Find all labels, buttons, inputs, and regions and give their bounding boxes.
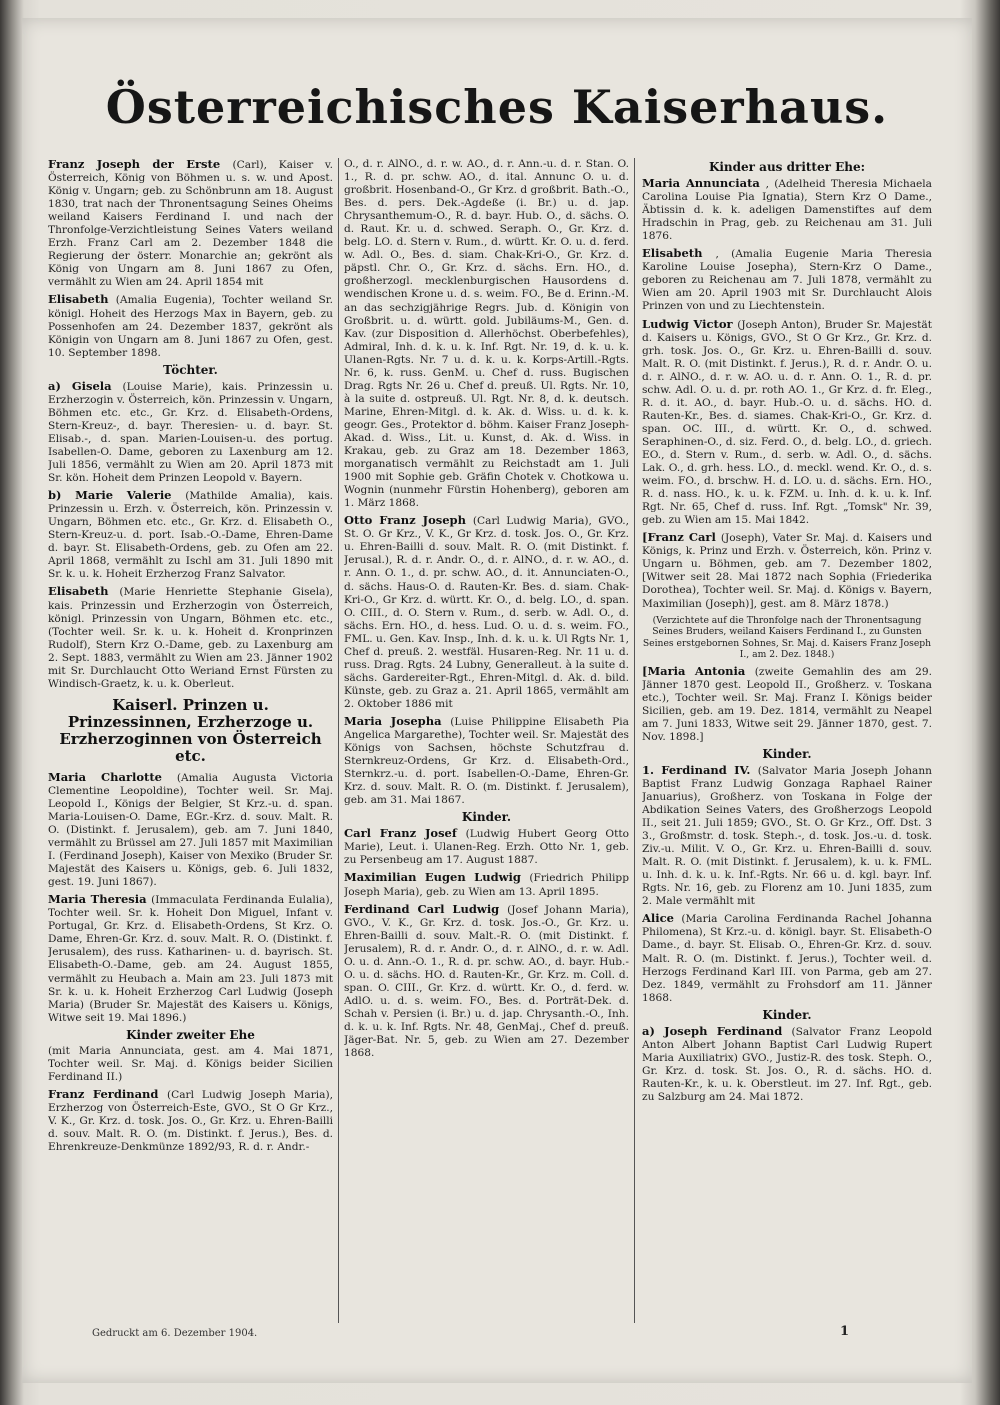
column-1 — [48, 158, 333, 1323]
entry-name: Ludwig Victor — [642, 316, 738, 331]
biography-entry — [48, 293, 333, 359]
biography-entry — [48, 893, 333, 1024]
entry-text: (mit Maria Annunciata, gest. am 4. Mai 1871, Tochter weil. Sr. Maj. d. Königs beider Sicilien Ferdinand II.) — [48, 1044, 333, 1083]
biography-entry — [48, 1045, 333, 1084]
biography-entry — [48, 489, 333, 581]
entry-text: , (Amalia Eugenie Maria Theresia Karoline Louise Josepha), Stern-Krz O Dame., geboren zu Reichenau am 7. Juli 1878, vermählt zu Wien am 20. April 1903 mit Sr. Durchlaucht Alois Prinzen von und zu Liechtenstein. — [642, 248, 932, 313]
entry-name: Alice — [642, 911, 682, 926]
biography-entry — [642, 318, 932, 528]
section-heading: Töchter. — [163, 362, 218, 377]
entry-text: , (Adelheid Theresia Michaela Carolina Louise Pia Ignatia), Stern Krz O Dame., Äbtissin d. k. k. adeligen Damenstiftes auf dem Hradschin in Prag, geb. zu Reichenau am 31. Juli 1876. — [642, 178, 932, 243]
biography-entry — [344, 715, 629, 807]
biography-entry — [344, 514, 629, 711]
entry-name: [Maria Antonia — [642, 663, 755, 678]
entry-name: Franz Ferdinand — [48, 1086, 167, 1101]
biography-entry — [344, 871, 629, 898]
entry-text: (Carl Ludwig Maria), GVO., St. O. Gr Krz., V. K., Gr Krz. d. tosk. Jos. O., Gr. Krz. u. Ehren-Bailli d. souv. Malt. R. O. (mit Distinkt. f. Jerusal.), R. d. r. Andr. O., d. r. AlNO., d. r. w. AO., d. r. Ann. O. 1., d. pr. schw. AO., d. it. Annunciaten-O., d. sächs. Haus-O. d. Rauten-Kr. Bes. d. siam. Chak-Kri-O., Gr Krz. d. württ. Kr. O., d. belg. LO., d. span. O. CIII., d. O. Stern v. Rum., d. serb. w. Adl. O., d. sächs. Ern. HO., d. hess. Lud. O. u. d. s. weim. FO., FML. u. Gen. Kav. Insp., Inh. d. k. u. k. Ul Rgts Nr. 1, Chef d. preuß. 2. westfäl. Husaren-Reg. Nr. 11 u. d. russ. Drag. Rgts. 24 Lubny, Generalleut. à la suite d. sächs. Gardereiter-Rgt., Ehren-Mitgl. d. Ak. d. bild. Künste, geb. zu Graz a. 21. April 1865, vermählt am 2. Oktober 1886 mit — [344, 515, 629, 710]
biography-entry — [642, 247, 932, 313]
biography-entry — [48, 158, 333, 289]
entry-name: Maria Theresia — [48, 892, 152, 907]
biography-entry — [48, 380, 333, 485]
entry-text: (Ludwig Hubert Georg Otto Marie), Leut. i. Ulanen-Reg. Erzh. Otto Nr. 1, geb. zu Persenbeug am 17. August 1887. — [344, 828, 629, 867]
section-heading: Kinder. — [762, 1007, 812, 1022]
document-page — [22, 18, 972, 1383]
section-heading: Kinder aus dritter Ehe: — [708, 160, 866, 174]
entry-text: (zweite Gemahlin des am 29. Jänner 1870 gest. Leopold II., Großherz. v. Toskana etc.), Tochter weil. Sr. Maj. Franz I. Königs beider Sicilien, geb. am 19. Dez. 1814, vermählt zu Neapel am 7. Juni 1833, Witwe seit 29. Jänner 1870, gest. 7. Nov. 1898.] — [642, 665, 932, 743]
entry-text: (Salvator Franz Leopold Anton Albert Johann Baptist Carl Ludwig Rupert Maria Auxiliatrix) GVO., Justiz-R. des tosk. Steph. O., Gr. Krz. d. tosk. St. Jos. O., R. d. sächs. HO. d. Rauten-Kr., k. u. k. Oberstleut. im 27. Inf. Rgt., geb. zu Salzburg am 24. Mai 1872. — [642, 1025, 932, 1103]
entry-text: (Joseph Anton), Bruder Sr. Majestät d. Kaisers u. Königs, GVO., St O Gr Krz., Gr. Krz. d. grh. tosk. Jos. O., Gr. Krz. u. Ehren-Bailli d. souv. Malt. R. O. (mit Distinkt. f. Jerus.), R. d. r. Andr. O. u. d. r. AlNO., d. r. w. AO. u. d. r. Ann. O. 1., R. d. pr. schw. Adl. O. u. d. pr. roth AO. 1., Gr Krz. d. fr. Eleg., R. d. it. AO., d. bayr. Hub.-O. u. d. sächs. HO. d. Rauten-Kr., Bes. d. siames. Chak-Kri-O., Gr. Krz. d. span. OC. III., d. württ. Kr. O., d. schwed. Seraphinen-O., d. siz. Ferd. O., d. belg. LO., d. griech. EO., d. Stern v. Rum., d. serb. w. Adl. O., d. sächs. Lak. O., d. grh. hess. LO., d. meckl. wend. Kr. O., d. s. weim. FO., d. brschw. H. d. LO. u. d. sächs. Ern. HO., R. d. nass. HO., k. u. k. FZM. u. Inh. d. k. u. k. Inf. Rgt. Nr. 65, Chef d. russ. Inf. Rgt. „Tomsk" Nr. 39, geb. zu Wien am 15. Mai 1842. — [642, 318, 932, 527]
entry-text: (Maria Carolina Ferdinanda Rachel Johanna Philomena), St Krz.-u. d. königl. bayr. St. Elisabeth-O Dame., d. bayr. St. Elisab. O., Ehren-Gr. Krz. d. souv. Malt. R. O. (m. Distinkt. f. Jerus.), Tochter weil. d. Herzogs Ferdinand Karl III. von Parma, geb am 27. Dez. 1849, vermählt zu Frohsdorf am 11. Jänner 1868. — [642, 913, 932, 1004]
footnote-text: (Verzichtete auf die Thronfolge nach der Thronentsagung Seines Bruders, weiland Kaisers Ferdinand I., zu Gunsten Seines erstgebornen Sohnes, Sr. Maj. d. Kaisers Franz Joseph I., am 2. Dez. 1848.) — [642, 614, 932, 661]
entry-text: (Josef Johann Maria), GVO., V. K., Gr. Krz. d. tosk. Jos.-O., Gr. Krz. u. Ehren-Bailli d. souv. Malt.-R. O. (mit Distinkt. f. Jerusalem), R. d. r. Andr. O., d. r. AlNO., d. r. w. Adl. O. u. d. Ann.-O. 1., R. d. pr. schw. AO., d. bayr. Hub.-O. u. d. sächs. HO. d. Rauten-Kr., Gr. Krz. m. Coll. d. span. O. CIII., Gr. Krz. d. württ. Kr. O., d. ferd. w. AdlO. u. d. s. weim. FO., Bes. d. Porträt-Dek. d. Schah v. Persien (i. Br.) u. d. jap. Chrysanth.-O., Inh. d. k. u. k. Inf. Rgts. Nr. 48, GenMaj., Chef d. preuß. Jäger-Bat. Nr. 5, geb. zu Wien am 27. Dezember 1868. — [344, 903, 629, 1060]
entry-name: Maria Annunciata — [642, 176, 766, 191]
entry-name: Maria Josepha — [344, 713, 451, 728]
entry-name: Elisabeth — [48, 584, 120, 599]
entry-name: [Franz Carl — [642, 530, 721, 545]
biography-entry — [48, 1088, 333, 1154]
column-2 — [344, 158, 629, 1323]
biography-entry — [642, 764, 932, 909]
entry-name: a) Gisela — [48, 378, 123, 393]
entry-text: (Carl Ludwig Joseph Maria), Erzherzog von Österreich-Este, GVO., St O Gr Krz., V. K., Gr. Krz. d. tosk. Jos. O., Gr. Krz. u. Ehren-Bailli d. souv. Malt. R. O. (m. Distinkt. f. Jerus.), Bes. d. Ehrenkreuze-Denkmünze 1892/93, R. d. r. Andr.- — [48, 1088, 333, 1154]
entry-name: b) Marie Valerie — [48, 488, 186, 503]
entry-text: (Louise Marie), kais. Prinzessin u. Erzherzogin v. Österreich, kön. Prinzessin v. Ungarn, Böhmen etc. etc., Gr. Krz. d. Elisabeth-Ordens, Stern-Kreuz-, d. bayr. Theresien- u. d. bayr. St. Elisab.-, d. span. Marien-Louisen-u. des portug. Isabellen-O. Dame, geboren zu Laxenburg am 12. Juli 1856, vermählt zu Wien am 20. April 1873 mit Sr. kön. Hoheit dem Prinzen Leopold v. Bayern. — [48, 380, 333, 485]
biography-entry — [344, 903, 629, 1061]
entry-name: Maria Charlotte — [48, 769, 177, 784]
section-heading: Kinder. — [762, 746, 812, 761]
entry-text: (Amalia Eugenia), Tochter weiland Sr. königl. Hoheit des Herzogs Max in Bayern, geb. zu Possenhofen am 24. Dezember 1837, gekrönt als Königin von Ungarn am 8. Juni 1867 zu Ofen, gest. 10. September 1898. — [48, 294, 333, 359]
print-date: Gedruckt am 6. Dezember 1904. — [92, 1328, 258, 1339]
entry-text: O., d. r. AlNO., d. r. w. AO., d. r. Ann.-u. d. r. Stan. O. 1., R. d. pr. schw. AO., d. ital. Annunc O. u. d. großbrit. Hosenband-O., Gr Krz. d großbrit. Bath.-O., Bes. d. pers. Dek.-Agdeße (i. Br.) u. d. jap. Chrysanthemum-O., R. d. bayr. Hub. O., d. sächs. O. d. Raut. Kr. u. d. schwed. Seraph. O., Gr. Krz. d. belg. LO. d. Stern v. Rum., d. württ. Kr. O. u. d. ferd. w. Adl. O., Bes. d. siam. Chak-Kri-O., Gr. Krz. d. päpstl. Chr. O., Gr. Krz. d. sächs. Ern. HO., d. großherzogl. mecklenburgischen Hausordens d. wendischen Krone u. d. s. weim. FO., Be d. Erinn.-M. an das sechzigjährige Regrs. Jub. d. Königin von Großbrit. u. d. württ. gold. Jubiläums-M., Gen. d. Kav. (zur Disposition d. Allerhöchst. Oberbefehles), Admiral, Inh. d. k. u. k. Inf. Rgt. Nr. 19, d. k. u. k. Ulanen-Rgts. Nr. 7 u. d. k. u. k. Korps-Artill.-Rgts. Nr. 6, k. russ. GenM. u. Chef d. russ. Bugischen Drag. Rgts Nr. 26 u. Chef d. preuß. Ul. Rgts. Nr. 10, à la suite d. ostpreuß. Ul. Rgt. Nr. 8, d. k. deutsch. Marine, Ehren-Mitgl. d. k. Ak. d. Wiss. u. d. k. k. geogr. Ges., Protektor d. böhm. Kaiser Franz Joseph-Akad. d. Wiss., Lit. u. Kunst, d. Ak. d. Wiss. in Krakau, geb. zu Graz am 18. Dezember 1863, morganatisch vermählt zu Reichstadt am 1. Juli 1900 mit Sophie geb. Gräfin Chotek v. Chotkowa u. Wognin (nunmehr Fürstin Hohenberg), geboren am 1. März 1868. — [344, 158, 629, 510]
entry-name: Otto Franz Joseph — [344, 513, 473, 528]
page-number: 1 — [840, 1324, 850, 1339]
entry-name: Elisabeth — [642, 246, 716, 261]
entry-text: (Carl), Kaiser v. Österreich, König von Böhmen u. s. w. und Apost. König v. Ungarn; geb. zu Schönbrunn am 18. August 1830, trat nach der Thronentsagung Seines Oheims weiland Kaisers Ferdinand I. und nach der Thronfolge-Verzichtleistung Seines Vaters weiland Erzh. Franz Carl am 2. Dezember 1848 die Regierung der österr. Monarchie an; gekrönt als König von Ungarn am 8. Juni 1867 zu Ofen, vermählt zu Wien am 24. April 1854 mit — [48, 159, 333, 289]
column-divider — [634, 158, 635, 1323]
entry-name: Carl Franz Josef — [344, 826, 466, 841]
entry-name: a) Joseph Ferdinand — [642, 1023, 792, 1038]
page-title: Österreichisches Kaiserhaus. — [105, 80, 889, 134]
entry-text: (Marie Henriette Stephanie Gisela), kais. Prinzessin und Erzherzogin von Österreich, königl. Prinzessin von Ungarn, Böhmen etc. etc., (Tochter weil. Sr. k. u. k. Hoheit d. Kronprinzen Rudolf), Stern Krz O.-Dame, geb. zu Laxenburg am 2. Sept. 1883, vermählt zu Wien am 23. Jänner 1902 mit Sr. Durchlaucht Otto Weriand Ernst Fürsten zu Windisch-Graetz, k. u. k. Oberleut. — [48, 586, 333, 690]
biography-entry — [48, 585, 333, 690]
entry-name: Franz Joseph der Erste — [48, 158, 233, 171]
chapter-heading: Kaiserl. Prinzen u. Prinzessinnen, Erzherzoge u. Erzherzoginnen von Österreich etc. — [59, 695, 322, 765]
entry-name: Elisabeth — [48, 292, 116, 307]
entry-text: (Friedrich Philipp Joseph Maria), geb. zu Wien am 13. April 1895. — [344, 872, 629, 898]
biography-entry — [642, 531, 932, 610]
entry-text: (Amalia Augusta Victoria Clementine Leopoldine), Tochter weil. Sr. Maj. Leopold I., Königs der Belgier, St Krz.-u. d. span. Maria-Louisen-O. Dame, EGr.-Krz. d. souv. Malt. R. O. (Distinkt. f. Jerusalem), geb. am 7. Juni 1840, vermählt zu Brüssel am 27. Juli 1857 mit Maximilian I. (Ferdinand Joseph), Kaiser von Mexiko (Bruder Sr. Majestät des Kaisers u. Königs, geb. 6. Juli 1832, gest. 19. Juni 1867). — [48, 771, 333, 889]
biography-entry — [642, 665, 932, 744]
entry-text: (Luise Philippine Elisabeth Pia Angelica Margarethe), Tochter weil. Sr. Majestät des Königs von Sachsen, höchste Schutzfrau d. Sternkreuz-Ordens, Gr Krz. d. Elisabeth-Ord., Sternkrz.-u. d. port. Isabellen-O.-Dame, Ehren-Gr. Krz. d. souv. Malt. R. O. (m. Distinkt. f. Jerusalem), geb. am 31. Mai 1867. — [344, 715, 629, 807]
entry-text: (Mathilde Amalia), kais. Prinzessin u. Erzh. v. Österreich, kön. Prinzessin v. Ungarn, Böhmen etc. etc., Gr. Krz. d. Elisabeth O., Stern-Kreuz-u. d. port. Isab.-O.-Dame, Ehren-Dame d. bayr. St. Elisabeth-Ordens, geb. zu Ofen am 22. April 1868, vermählt zu Ischl am 31. Juli 1890 mit Sr. k. u. k. Hoheit Erzherzog Franz Salvator. — [48, 490, 333, 581]
biography-entry — [642, 912, 932, 1004]
entry-text: (Joseph), Vater Sr. Maj. d. Kaisers und Königs, k. Prinz und Erzh. v. Österreich, kön. Prinz v. Ungarn u. Böhmen, geb. am 7. Dezember 1802, [Witwer seit 28. Mai 1872 nach Sophia (Friederika Dorothea), Tochter weil. Sr. Maj. d. Königs v. Bayern, Maximilian (Joseph)], gest. am 8. März 1878.) — [642, 532, 932, 610]
biography-entry — [344, 158, 629, 510]
entry-name: Ferdinand Carl Ludwig — [344, 901, 508, 916]
entry-name: Maximilian Eugen Ludwig — [344, 870, 530, 885]
biography-entry — [344, 827, 629, 867]
biography-entry — [642, 1025, 932, 1104]
column-divider — [338, 158, 339, 1323]
biography-entry — [48, 771, 333, 889]
biography-entry — [642, 177, 932, 243]
entry-name: 1. Ferdinand IV. — [642, 762, 758, 777]
section-heading: Kinder zweiter Ehe — [126, 1027, 255, 1042]
entry-text: (Immaculata Ferdinanda Eulalia), Tochter weil. Sr. k. Hoheit Don Miguel, Infant v. Portugal, Gr. Krz. d. Elisabeth-Ordens, St Krz. O. Dame, Ehren-Gr. Krz. d. souv. Malt. R. O. (Distinkt. f. Jerusalem), des russ. Katharinen- u. d. bayrisch. St. Elisabeth-O.-Dame, geb. am 24. August 1855, vermählt zu Heubach a. Main am 23. Juli 1873 mit Sr. k. u. k. Hoheit Erzherzog Carl Ludwig (Joseph Maria) (Bruder Sr. Majestät des Kaisers u. Königs, Witwe seit 19. Mai 1896.) — [48, 894, 333, 1024]
column-3 — [642, 158, 932, 1323]
entry-text: (Salvator Maria Joseph Johann Baptist Franz Ludwig Gonzaga Raphael Rainer Januarius), Großherz. von Toskana in Folge der Abdikation Seines Vaters, des Großherzogs Leopold II., seit 21. Juli 1859; GVO., St. O. Gr Krz., Off. Dst. 3 3., Großmstr. d. tosk. Steph.-, d. tosk. Jos.-u. d. tosk. Ziv.-u. Milit. V. O., Gr. Krz. u. Ehren-Bailli d. souv. Malt. R. O. (mit Distinkt. f. Jerusalem), k. u. k. FML. u. Inh. d. k. u. k. Inf.-Rgts. Nr. 66 u. d. kgl. bayr. Inf. Rgts. Nr. 16, geb. zu Florenz am 10. Juni 1835, zum 2. Male vermählt mit — [642, 764, 932, 908]
section-heading: Kinder. — [461, 810, 512, 825]
